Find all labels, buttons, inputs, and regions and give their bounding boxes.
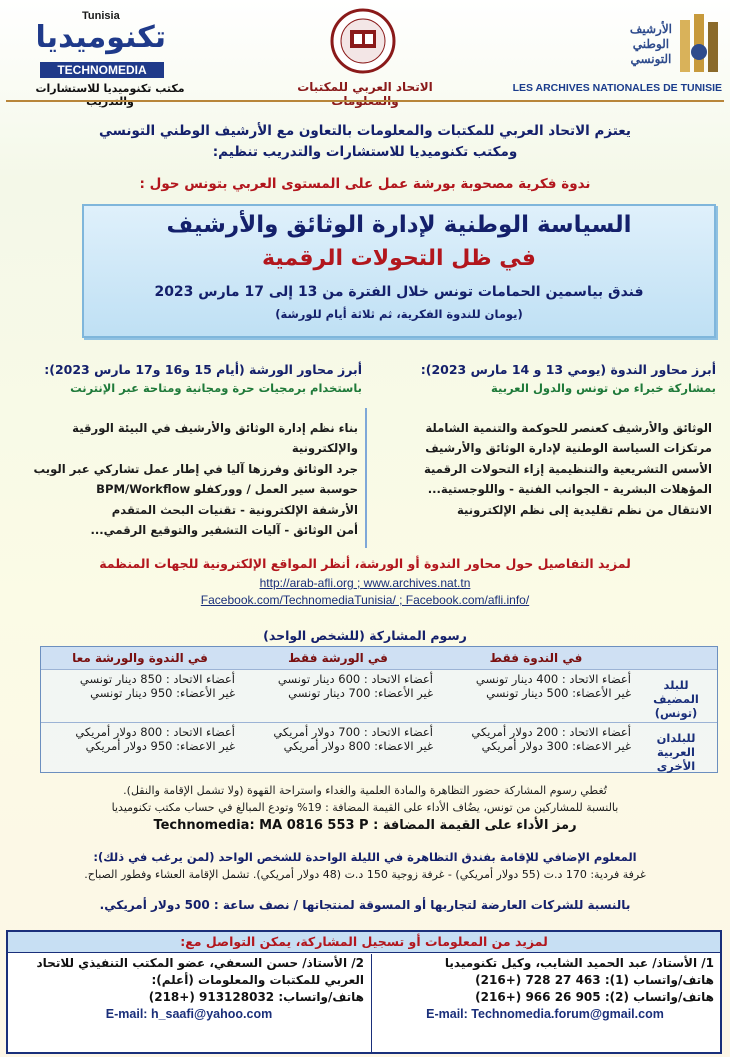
workshop-sub: باستخدام برمجيات حرة ومجانية ومتاحة عبر الإنترنت: [70, 381, 362, 395]
list-item: مرتكزات السياسة الوطنية لإدارة الوثائق والأرشيف: [425, 441, 712, 456]
afli-logo: [330, 8, 396, 74]
fee-cell: غير الاعضاء: 950 دولار أمريكي: [85, 739, 235, 753]
list-item: الأرشفة الإلكترونية - تقنيات البحث المتقدم: [111, 502, 358, 517]
facebook-links-row: [20, 593, 710, 607]
list-item: أمن الوثائق - آليات التشفير والتوقيع الرقمي...: [90, 523, 358, 538]
archives-emblem-icon: [676, 12, 722, 78]
fees-table: [40, 646, 718, 773]
fee-cell: أعضاء الاتحاد : 400 دينار تونسي: [475, 672, 631, 686]
websites: [20, 576, 710, 590]
list-item: المؤهلات البشرية - الجوانب الفنية - واللوجستية...: [427, 482, 712, 497]
list-item: جرد الوثائق وفرزها آليا في إطار عمل تشاركي عبر الويب: [33, 461, 358, 476]
website-links[interactable]: http://arab-afli.org ; www.archives.nat.tn: [259, 576, 471, 590]
workshop-heading: أبرز محاور الورشة (أيام 15 و16 و17 مارس 2023):: [44, 362, 362, 377]
note-vat: بالنسبة للمشاركين من تونس، يضُاف الأداء على القيمة المضافة : 19% وتودع المبالغ في حساب مكتب تكنوميديا: [111, 801, 619, 814]
archives-logo-line: الوطني: [632, 37, 670, 51]
intro-line-3: ندوة فكرية مصحوبة بورشة عمل على المستوى العربي بتونس حول :: [139, 176, 591, 192]
fees-col-symposium: في الندوة فقط: [437, 647, 635, 670]
archives-logo: [568, 8, 722, 88]
archives-logo-line: الأرشيف: [629, 22, 672, 36]
archives-caption: LES ARCHIVES NATIONALES DE TUNISIE: [512, 82, 722, 94]
contact-2-org: العربي للمكتبات والمعلومات (أعلم):: [151, 973, 364, 987]
intro-line-1: يعتزم الاتحاد العربي للمكتبات والمعلومات بالتعاون مع الأرشيف الوطني التونسي: [99, 123, 631, 139]
fee-cell: غير الأعضاء: 500 دينار تونسي: [486, 686, 631, 700]
title-box: [82, 204, 716, 338]
fee-cell: غير الأعضاء: 950 دينار تونسي: [90, 686, 235, 700]
technomedia-latin: TECHNOMEDIA: [40, 62, 164, 78]
list-item: حوسبة سير العمل / ووركفلو BPM/Workflow: [96, 482, 358, 497]
contact-divider: [371, 954, 372, 1052]
contact-heading: لمزيد من المعلومات أو تسجيل المشاركة، يمكن التواصل مع:: [8, 932, 720, 953]
row-label-arab: للبلدان العربية الأخرى: [635, 723, 717, 776]
technomedia-country: Tunisia: [82, 10, 120, 22]
fee-cell: أعضاء الاتحاد : 850 دينار تونسي: [79, 672, 235, 686]
contact-2-name: 2/ الأستاذ/ حسن السعفي، عضو المكتب التنفيذي للاتحاد: [36, 956, 364, 970]
venue-dates: فندق بياسمين الحمامات تونس خلال الفترة من 13 إلى 17 مارس 2023: [154, 284, 644, 300]
list-item: الوثائق والأرشيف كعنصر للحوكمة والتنمية الشاملة: [425, 421, 712, 435]
technomedia-logo: [35, 10, 168, 80]
table-row: [41, 723, 717, 776]
contact-1-phone-2[interactable]: هاتف/واتساب (2): 905 26 966 (+216): [475, 990, 714, 1004]
accommodation-text: غرفة فردية: 170 د.ت (55 دولار أمريكي) - غرفة زوجية 150 د.ت (48 دولار أمريكي). تشمل الإقامة العشاء وفطور الصباح.: [84, 868, 646, 881]
note-coverage: تُغطي رسوم المشاركة حضور التظاهرة والمادة العلمية والغداء واستراحة القهوة (ولا تشمل الإقامة والنقل).: [123, 784, 607, 797]
contact-1-name: 1/ الأستاذ/ عبد الحميد الشايب، وكيل تكنوميديا: [444, 956, 714, 970]
contact-1: [376, 955, 714, 1050]
facebook-links[interactable]: Facebook.com/TechnomediaTunisia/ ; Facebook.com/afli.info/: [200, 593, 530, 607]
contact-1-phone-1[interactable]: هاتف/واتساب (1): 463 27 728 (+216): [475, 973, 714, 987]
table-row: [41, 670, 717, 723]
main-title: السياسة الوطنية لإدارة الوثائق والأرشيف: [166, 212, 632, 238]
fees-col-both: في الندوة والورشة معا: [41, 647, 239, 670]
technomedia-arabic: تكنوميديا: [35, 20, 166, 55]
fees-title: رسوم المشاركة (للشخص الواحد): [263, 628, 467, 643]
accommodation-heading: المعلوم الإضافي للإقامة بفندق التظاهرة في الليلة الواحدة للشخص الواحد (لمن يرغب في ذلك):: [93, 850, 637, 864]
symposium-sub: بمشاركة خبراء من تونس والدول العربية: [491, 381, 716, 395]
contact-2: [14, 955, 364, 1050]
technomedia-caption: مكتب تكنوميديا للاستشارات: [35, 82, 185, 95]
fees-corner: [635, 647, 717, 670]
schedule-note: (يومان للندوة الفكرية، ثم ثلاثة أيام للورشة): [275, 307, 523, 321]
column-divider: [365, 408, 367, 548]
contact-1-email[interactable]: E-mail: Technomedia.forum@gmail.com: [426, 1007, 664, 1021]
afli-emblem-icon: [330, 8, 396, 74]
contact-2-phone[interactable]: هاتف/واتساب: 913128032 (+218): [148, 990, 364, 1004]
tax-code: Technomedia: MA 0816 553 P : رمز الأداء على القيمة المضافة: [153, 818, 577, 833]
fee-cell: أعضاء الاتحاد : 200 دولار أمريكي: [471, 725, 631, 739]
archives-logo-line: التونسي: [630, 52, 672, 66]
list-item: بناء نظم إدارة الوثائق والأرشيف في البيئة الورقية والإلكترونية: [72, 421, 358, 456]
header-divider: [6, 100, 724, 102]
fees-col-workshop: في الورشة فقط: [239, 647, 437, 670]
contact-2-email[interactable]: E-mail: h_saafi@yahoo.com: [105, 1007, 273, 1021]
fee-cell: غير الأعضاء: 700 دينار تونسي: [288, 686, 433, 700]
workshop-list: [18, 418, 358, 540]
afli-caption: الاتحاد العربي للمكتبات: [297, 80, 433, 94]
symposium-heading: أبرز محاور الندوة (يومي 13 و 14 مارس 2023):: [420, 362, 716, 377]
contact-box: [6, 930, 722, 1054]
intro-line-2: ومكتب تكنوميديا للاستشارات والتدريب تنظيم:: [212, 144, 518, 160]
list-item: الانتقال من نظم تقليدية إلى نظم الإلكترونية: [456, 502, 712, 517]
more-info-heading: لمزيد التفاصيل حول محاور الندوة أو الورشة، أنظر المواقع الإلكترونية للجهات المنظمة: [99, 556, 631, 571]
main-subtitle: في ظل التحولات الرقمية: [262, 246, 536, 271]
fee-cell: أعضاء الاتحاد : 700 دولار أمريكي: [273, 725, 433, 739]
list-item: الأسس التشريعية والتنظيمية إزاء التحولات الرقمية: [423, 461, 712, 476]
fee-cell: غير الاعضاء: 800 دولار أمريكي: [283, 739, 433, 753]
symposium-list: [376, 418, 712, 520]
fee-cell: أعضاء الاتحاد : 600 دينار تونسي: [277, 672, 433, 686]
fee-cell: أعضاء الاتحاد : 800 دولار أمريكي: [75, 725, 235, 739]
row-label-host: للبلد المضيف (تونس): [635, 670, 717, 723]
exhibitors-note: بالنسبة للشركات العارضة لتجاربها أو المسوقة لمنتجاتها / نصف ساعة : 500 دولار أمريكي.: [99, 898, 631, 912]
fee-cell: غير الاعضاء: 300 دولار أمريكي: [481, 739, 631, 753]
